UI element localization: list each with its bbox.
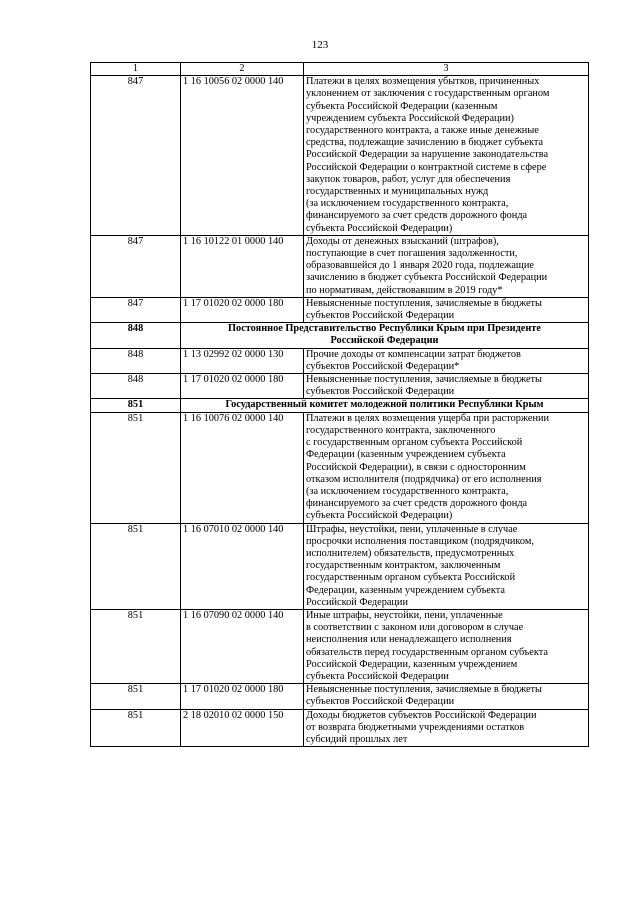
budget-code-cell: 1 17 01020 02 0000 180: [181, 297, 304, 322]
table-row: [91, 76, 589, 236]
income-description-cell: Иные штрафы, неустойки, пени, уплаченные в соответствии с законом или договором в случае неисполнения или ненадлежащего исполнения обязательств перед государственным органом субъекта Российской Федерации, казенным учреждением субъекта Российской Федерации: [304, 609, 589, 683]
table-header-row: [91, 63, 589, 76]
income-description-cell: Штрафы, неустойки, пени, уплаченные в случае просрочки исполнения поставщиком (подрядчиком, исполнителем) обязательств, предусмотренных государственным контрактом, заключенным государственным органом субъекта Российской Федерации, казенным учреждением субъекта Российской Федерации: [304, 523, 589, 609]
budget-code-cell: 2 18 02010 02 0000 150: [181, 709, 304, 747]
income-description-cell: Невыясненные поступления, зачисляемые в бюджеты субъектов Российской Федерации: [304, 374, 589, 399]
income-description-cell: Невыясненные поступления, зачисляемые в бюджеты субъектов Российской Федерации: [304, 684, 589, 709]
budget-classification-table: [90, 62, 589, 747]
page-number: 123: [311, 39, 329, 51]
admin-code-cell: 847: [91, 76, 181, 236]
admin-code-cell: 847: [91, 235, 181, 297]
table-row: [91, 235, 589, 297]
table-row: [91, 709, 589, 747]
header-col-3: 3: [304, 63, 589, 76]
admin-code-cell: 847: [91, 297, 181, 322]
admin-code-cell: 851: [91, 399, 181, 412]
income-description-cell: Доходы от денежных взысканий (штрафов), поступающие в счет погашения задолженности, образовавшейся до 1 января 2020 года, подлежащие зачислению в бюджет субъекта Российской Федерации по нормативам, действовавшим в 2019 году*: [304, 235, 589, 297]
section-title-cell: Государственный комитет молодежной политики Республики Крым: [181, 399, 589, 412]
admin-code-cell: 851: [91, 709, 181, 747]
budget-code-cell: 1 17 01020 02 0000 180: [181, 374, 304, 399]
section-header-row: [91, 323, 589, 348]
income-description-cell: Платежи в целях возмещения убытков, причиненных уклонением от заключения с государственным органом субъекта Российской Федерации (казенным учреждением субъекта Российской Федерации) государственного контракта, а также иные денежные средства, подлежащие зачислению в бюджет субъекта Российской Федерации за нарушение законодательства Российской Федерации о контрактной системе в сфере закупок товаров, работ, услуг для обеспечения государственных и муниципальных нужд (за исключением государственного контракта, финансируемого за счет средств дорожного фонда субъекта Российской Федерации): [304, 76, 589, 236]
table-row: [91, 523, 589, 609]
table-row: [91, 412, 589, 523]
header-col-2: 2: [181, 63, 304, 76]
admin-code-cell: 851: [91, 523, 181, 609]
budget-code-cell: 1 16 07090 02 0000 140: [181, 609, 304, 683]
table-row: [91, 684, 589, 709]
table-row: [91, 297, 589, 322]
admin-code-cell: 848: [91, 374, 181, 399]
budget-code-cell: 1 16 10056 02 0000 140: [181, 76, 304, 236]
income-description-cell: Невыясненные поступления, зачисляемые в бюджеты субъектов Российской Федерации: [304, 297, 589, 322]
budget-code-cell: 1 16 07010 02 0000 140: [181, 523, 304, 609]
admin-code-cell: 851: [91, 609, 181, 683]
table-row: [91, 374, 589, 399]
table-row: [91, 609, 589, 683]
admin-code-cell: 851: [91, 412, 181, 523]
budget-code-cell: 1 13 02992 02 0000 130: [181, 348, 304, 373]
header-col-1: 1: [91, 63, 181, 76]
section-header-row: [91, 399, 589, 412]
income-description-cell: Платежи в целях возмещения ущерба при расторжении государственного контракта, заключенного с государственным органом субъекта Российской Федерации (казенным учреждением субъекта Российской Федерации), в связи с односторонним отказом исполнителя (подрядчика) от его исполнения (за исключением государственного контракта, финансируемого за счет средств дорожного фонда субъекта Российской Федерации): [304, 412, 589, 523]
income-description-cell: Прочие доходы от компенсации затрат бюджетов субъектов Российской Федерации*: [304, 348, 589, 373]
budget-code-cell: 1 16 10076 02 0000 140: [181, 412, 304, 523]
admin-code-cell: 848: [91, 323, 181, 348]
income-description-cell: Доходы бюджетов субъектов Российской Федерации от возврата бюджетными учреждениями остатков субсидий прошлых лет: [304, 709, 589, 747]
budget-code-cell: 1 17 01020 02 0000 180: [181, 684, 304, 709]
section-title-cell: Постоянное Представительство Республики Крым при Президенте Российской Федерации: [181, 323, 589, 348]
budget-code-cell: 1 16 10122 01 0000 140: [181, 235, 304, 297]
table-row: [91, 348, 589, 373]
admin-code-cell: 848: [91, 348, 181, 373]
admin-code-cell: 851: [91, 684, 181, 709]
